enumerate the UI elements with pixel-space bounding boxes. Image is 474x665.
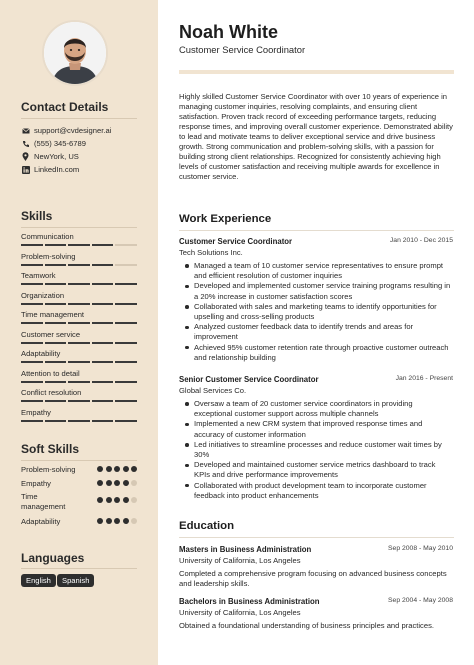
skill-level-segment [92, 303, 114, 305]
contact-heading: Contact Details [21, 100, 109, 114]
skill-level-segment [21, 381, 43, 383]
soft-skill-rating [97, 466, 137, 472]
accent-divider [179, 70, 454, 74]
job-role: Senior Customer Service Coordinator [179, 375, 319, 384]
skill-label: Teamwork [21, 271, 56, 280]
rating-dot [97, 480, 103, 486]
skill-level-segment [21, 322, 43, 324]
divider [21, 227, 137, 228]
rating-dot [114, 480, 120, 486]
rating-dot [123, 518, 129, 524]
school-name: University of California, Los Angeles [179, 608, 301, 617]
skill-level-segment [21, 342, 43, 344]
skill-level-bar [21, 400, 137, 402]
soft-skill-label: Time management [21, 492, 66, 511]
skill-level-segment [21, 283, 43, 285]
sidebar [0, 0, 158, 665]
candidate-title: Customer Service Coordinator [179, 44, 306, 55]
skill-level-segment [21, 264, 43, 266]
rating-dot [114, 518, 120, 524]
rating-dot [123, 497, 129, 503]
skill-level-segment [68, 420, 90, 422]
soft-skill-rating [97, 518, 137, 524]
education-heading: Education [179, 520, 235, 532]
skills-heading: Skills [21, 209, 53, 223]
skill-level-segment [115, 400, 137, 402]
skill-level-segment [68, 264, 90, 266]
linkedin-icon [21, 165, 30, 174]
skill-level-segment [21, 244, 43, 246]
rating-dot [131, 497, 137, 503]
skill-level-segment [92, 381, 114, 383]
envelope-icon [21, 126, 30, 135]
divider [179, 230, 454, 231]
degree-title: Bachelors in Business Administration [179, 597, 320, 606]
skill-level-segment [45, 322, 67, 324]
skill-level-segment [21, 420, 43, 422]
skill-label: Problem-solving [21, 251, 76, 261]
linkedin-text: LinkedIn.com [34, 165, 80, 174]
skill-level-segment [68, 283, 90, 285]
degree-description: Completed a comprehensive program focusing on advanced business concepts and leadership skills. [179, 569, 447, 589]
job-dates: Jan 2010 - Dec 2015 [389, 237, 453, 244]
list-item: Oversaw a team of 20 customer service coordinators in providing exceptional customer support across multiple channels [184, 399, 452, 419]
skill-level-segment [68, 361, 90, 363]
skill-level-segment [68, 303, 90, 305]
list-item: Developed and maintained customer service metrics dashboard to track KPIs and drive performance improvements [184, 460, 452, 480]
skill-level-segment [21, 400, 43, 402]
skill-level-segment [45, 361, 67, 363]
list-item: Analyzed customer feedback data to identify trends and areas for improvement [184, 322, 452, 342]
list-item: Led initiatives to streamline processes and reduce customer wait times by 30% [184, 440, 452, 460]
skill-level-segment [21, 361, 43, 363]
skill-label: Organization [21, 290, 65, 300]
skill-level-segment [45, 400, 67, 402]
degree-dates: Sep 2004 - May 2008 [388, 597, 453, 604]
skill-level-segment [115, 322, 137, 324]
soft-skill-rating [97, 480, 137, 486]
list-item: Implemented a new CRM system that improved response times and accuracy of customer information [184, 419, 452, 439]
soft-skills-heading: Soft Skills [21, 442, 80, 456]
languages-heading: Languages [21, 551, 85, 565]
skill-label: Communication [21, 232, 74, 241]
skill-level-bar [21, 244, 137, 246]
skill-level-segment [68, 244, 90, 246]
soft-skill-rating [97, 497, 137, 503]
skill-level-bar [21, 420, 137, 422]
list-item: Developed and implemented customer service training programs resulting in a 20% increase in customer satisfaction scores [184, 281, 452, 301]
rating-dot [114, 497, 120, 503]
degree-dates: Sep 2008 - May 2010 [388, 545, 453, 552]
skill-label: Time management [21, 310, 85, 319]
profile-photo [44, 22, 106, 84]
rating-dot [123, 466, 129, 472]
email-text: support@cvdesigner.ai [34, 126, 112, 135]
location-text: NewYork, US [34, 152, 79, 161]
list-item: Collaborated with product development team to incorporate customer feedback into product enhancements [184, 481, 452, 501]
map-pin-icon [21, 152, 30, 161]
rating-dot [123, 480, 129, 486]
phone-icon [21, 139, 30, 148]
rating-dot [97, 466, 103, 472]
skill-level-bar [21, 342, 137, 344]
rating-dot [106, 497, 112, 503]
skill-level-segment [115, 303, 137, 305]
rating-dot [97, 497, 103, 503]
soft-skill-label: Adaptability [21, 517, 61, 526]
soft-skill-label: Empathy [21, 479, 51, 488]
skill-level-segment [45, 283, 67, 285]
divider [179, 537, 454, 538]
skill-level-segment [92, 400, 114, 402]
skill-level-bar [21, 322, 137, 324]
divider [21, 460, 137, 461]
skill-label: Customer service [21, 329, 81, 339]
experience-heading: Work Experience [179, 213, 272, 225]
skill-level-segment [92, 244, 114, 246]
rating-dot [131, 466, 137, 472]
skill-level-bar [21, 303, 137, 305]
contact-email[interactable] [21, 126, 111, 135]
rating-dot [131, 518, 137, 524]
rating-dot [97, 518, 103, 524]
skill-level-segment [115, 381, 137, 383]
divider [21, 118, 137, 119]
degree-title: Masters in Business Administration [179, 545, 312, 554]
skill-level-segment [21, 303, 43, 305]
job-company: Global Services Co. [179, 386, 247, 395]
contact-linkedin[interactable] [21, 165, 79, 174]
candidate-name: Noah White [179, 22, 278, 42]
list-item: Managed a team of 10 customer service representatives to ensure prompt and efficient resolution of customer inquiries [184, 261, 452, 281]
skill-label: Conflict resolution [21, 388, 82, 397]
language-badge: English [21, 574, 56, 587]
phone-text: (555) 345-6789 [34, 139, 86, 148]
list-item: Collaborated with sales and marketing teams to identify opportunities for upselling and cross-selling products [184, 302, 452, 322]
job-role: Customer Service Coordinator [179, 237, 293, 246]
skill-level-segment [92, 264, 114, 266]
skill-level-segment [92, 361, 114, 363]
summary-text: Highly skilled Customer Service Coordinator with over 10 years of experience in managing customer inquiries, resolving complaints, and ensuring client satisfaction. Proven track record of exceeding performance targets, reducing response times, and improving overall customer experience. Demonstrated ability to lead and motivate teams to deliver exceptional service and drive business growth. Strong communication and problem-solving skills, with a passion for building strong client relationships. Recognized for consistently achieving high levels of customer satisfaction and receiving multiple awards for excellence in customer service. [179, 92, 453, 181]
skill-label: Adaptability [21, 349, 61, 358]
skill-level-bar [21, 264, 137, 266]
skill-level-segment [68, 322, 90, 324]
skill-level-segment [68, 381, 90, 383]
contact-location [21, 152, 79, 161]
language-badge: Spanish [57, 574, 94, 587]
job-bullets [184, 399, 452, 501]
skill-level-segment [92, 342, 114, 344]
skill-label: Attention to detail [21, 368, 80, 378]
skill-level-bar [21, 283, 137, 285]
skill-label: Empathy [21, 407, 51, 417]
soft-skill-label: Problem-solving [21, 465, 76, 474]
job-bullets [184, 261, 452, 363]
rating-dot [131, 480, 137, 486]
skill-level-segment [45, 420, 67, 422]
skill-level-segment [45, 381, 67, 383]
job-dates: Jan 2016 - Present [395, 375, 453, 382]
skill-level-segment [115, 244, 137, 246]
rating-dot [106, 480, 112, 486]
list-item: Achieved 95% customer retention rate through proactive customer outreach and relationship building [184, 343, 452, 363]
skill-level-segment [92, 420, 114, 422]
skill-level-segment [115, 264, 137, 266]
school-name: University of California, Los Angeles [179, 556, 301, 565]
skill-level-segment [45, 264, 67, 266]
skill-level-segment [45, 303, 67, 305]
avatar [42, 20, 108, 86]
skill-level-segment [115, 342, 137, 344]
skill-level-bar [21, 381, 137, 383]
degree-description: Obtained a foundational understanding of business principles and practices. [179, 621, 434, 630]
contact-phone[interactable] [21, 139, 86, 148]
skill-level-segment [115, 283, 137, 285]
skill-level-segment [115, 420, 137, 422]
divider [21, 568, 137, 569]
rating-dot [106, 466, 112, 472]
skill-level-segment [115, 361, 137, 363]
rating-dot [106, 518, 112, 524]
skill-level-segment [92, 283, 114, 285]
job-company: Tech Solutions Inc. [179, 248, 243, 257]
skill-level-segment [68, 400, 90, 402]
skill-level-segment [45, 342, 67, 344]
skill-level-segment [68, 342, 90, 344]
main-content [158, 0, 474, 665]
skill-level-segment [92, 322, 114, 324]
skill-level-bar [21, 361, 137, 363]
skill-level-segment [45, 244, 67, 246]
rating-dot [114, 466, 120, 472]
